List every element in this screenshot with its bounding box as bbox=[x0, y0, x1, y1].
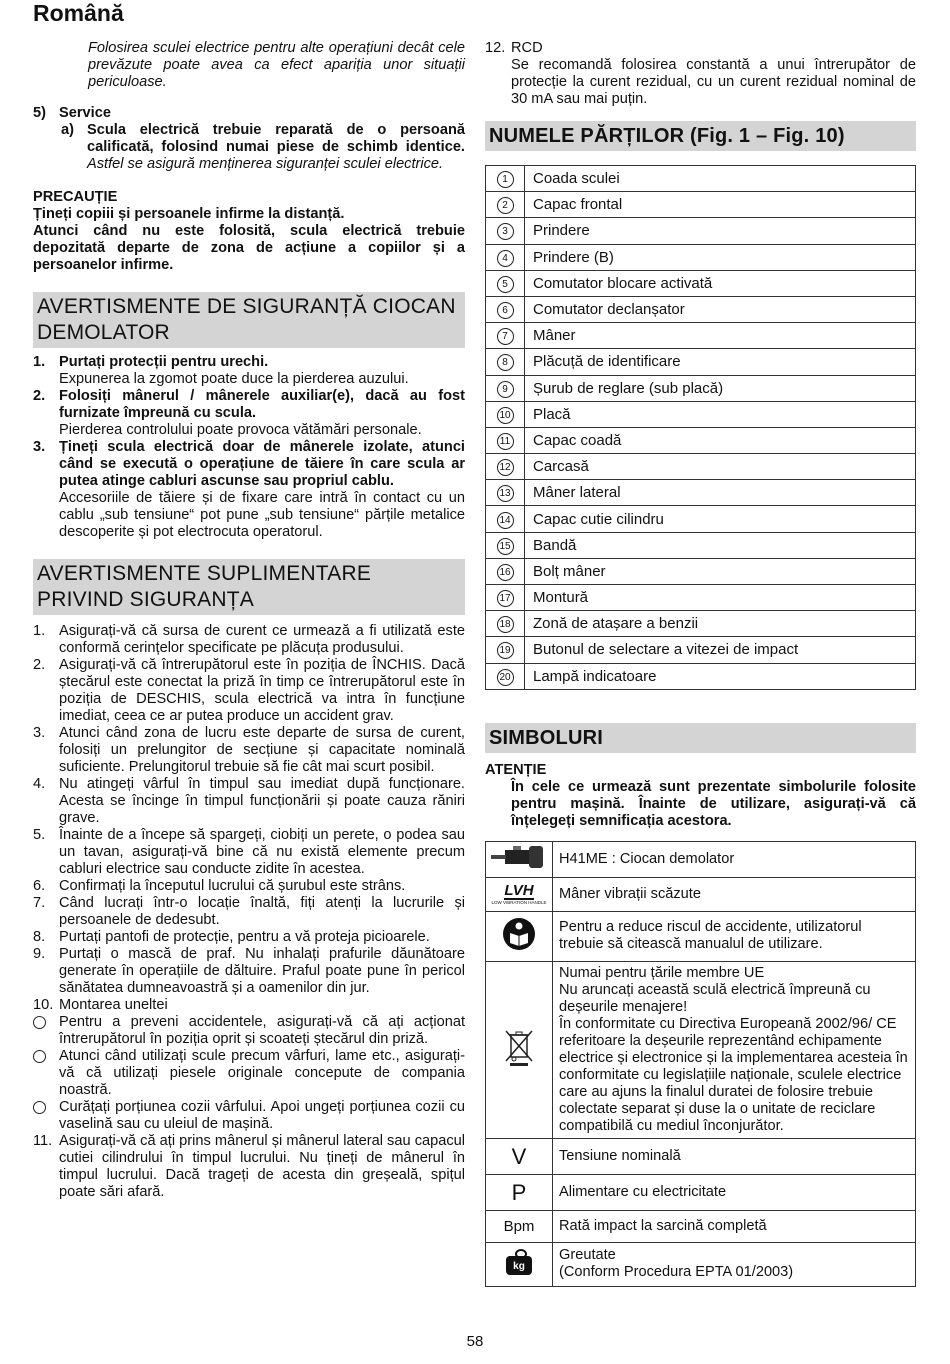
section1-item-text: Expunerea la zgomot poate duce la pierderea auzului. bbox=[59, 371, 409, 387]
parts-row bbox=[486, 558, 916, 584]
part-label: Capac cutie cilindru bbox=[525, 506, 916, 532]
service-a-bold: Scula electrică trebuie reparată de o persoană calificată, folosind numai piese de schimb identice. bbox=[87, 122, 465, 155]
item11-text: Asigurați-vă că ați prins mânerul și mânerul lateral sau capacul cutiei cilindrului în timpul lucrului. Nu țineți de mânerul în timpul lucrului. Dacă trageți de acesta din greșeală, spițul poate sări afară. bbox=[59, 1133, 465, 1200]
service-a-number: a) bbox=[61, 122, 74, 138]
section2-item-number: 9. bbox=[33, 946, 46, 962]
rcd-heading bbox=[485, 40, 916, 57]
bullet-item bbox=[33, 1099, 465, 1133]
parts-row bbox=[486, 270, 916, 296]
part-number: 12 bbox=[497, 459, 514, 476]
section2-item-text: Înainte de a începe să spargeți, ciobiți un perete, o podea sau un tavan, asigurați-vă bine că nu există elemente precum cabluri electrice sau conducte zidite în acestea. bbox=[59, 827, 465, 877]
section2-item bbox=[33, 776, 465, 827]
atentie-title: ATENȚIE bbox=[485, 761, 547, 778]
section2-item-text: Purtați pantofi de protecție, pentru a vă proteja picioarele. bbox=[59, 929, 430, 945]
weight-line1: Greutate bbox=[559, 1247, 616, 1264]
section1-item bbox=[33, 354, 465, 388]
bullet-list bbox=[33, 1014, 465, 1133]
bullet-text: Atunci când utilizați scule precum vârfuri, lame etc., asigurați-vă că utilizați piesele originale concepute de compania noastră. bbox=[59, 1048, 465, 1098]
bpm-symbol: Bpm bbox=[486, 1210, 553, 1242]
section2-item bbox=[33, 895, 465, 929]
atentie-text: În cele ce urmează sunt prezentate simbolurile folosite pentru mașină. Înainte de utilizare, asigurați-vă că înțelegeți semnificația acestora. bbox=[511, 778, 916, 829]
symbol-row-lvh bbox=[486, 877, 916, 911]
part-number: 19 bbox=[497, 642, 514, 659]
parts-row bbox=[486, 349, 916, 375]
part-number: 1 bbox=[497, 171, 514, 188]
symbol-power-text: Alimentare cu electricitate bbox=[553, 1174, 916, 1210]
symbol-row-manual bbox=[486, 911, 916, 961]
part-number: 20 bbox=[497, 669, 514, 686]
parts-row bbox=[486, 585, 916, 611]
part-label: Bolț mâner bbox=[525, 558, 916, 584]
symbol-bpm-text: Rată impact la sarcină completă bbox=[553, 1210, 916, 1242]
symbol-weee-text bbox=[553, 961, 916, 1138]
part-label: Carcasă bbox=[525, 454, 916, 480]
section1-item-text: Pierderea controlului poate provoca vătămări personale. bbox=[59, 422, 422, 438]
part-label: Coada sculei bbox=[525, 166, 916, 192]
parts-row bbox=[486, 454, 916, 480]
symbol-row-hammer bbox=[486, 841, 916, 877]
parts-row bbox=[486, 611, 916, 637]
symbol-row-voltage bbox=[486, 1138, 916, 1174]
part-label: Placă bbox=[525, 401, 916, 427]
section2-item-number: 3. bbox=[33, 725, 46, 741]
section1-item-number: 3. bbox=[33, 439, 46, 455]
section2-item-number: 5. bbox=[33, 827, 46, 843]
section2-title: AVERTISMENTE SUPLIMENTARE PRIVIND SIGURANȚA bbox=[33, 559, 465, 615]
section1-item bbox=[33, 439, 465, 541]
parts-row bbox=[486, 166, 916, 192]
section2-item-number: 6. bbox=[33, 878, 46, 894]
symbol-weight-text bbox=[553, 1242, 916, 1286]
part-number: 9 bbox=[497, 381, 514, 398]
part-label: Comutator blocare activată bbox=[525, 270, 916, 296]
section2-item-text: Confirmați la începutul lucrului că șurubul este strâns. bbox=[59, 878, 406, 894]
power-symbol: P bbox=[486, 1174, 553, 1210]
section1-item-text: Accesoriile de tăiere și de fixare care intră în contact cu un cablu „sub tensiune“ pot pune „sub tensiune“ părțile metalice descoperite și pot electrocuta operatorul. bbox=[59, 490, 465, 540]
part-number: 18 bbox=[497, 616, 514, 633]
precautie-line2: Atunci când nu este folosită, scula electrică trebuie depozitată departe de zona de acțiune a copiilor și a persoanelor infirme. bbox=[33, 223, 465, 273]
service-number: 5) bbox=[33, 105, 46, 121]
bullet-text: Pentru a preveni accidentele, asigurați-vă că ați acționat întrerupătorul în poziția oprit și scoateți ștecărul din priză. bbox=[59, 1014, 465, 1047]
section2-item-number: 7. bbox=[33, 895, 46, 911]
part-label: Mâner lateral bbox=[525, 480, 916, 506]
part-number: 7 bbox=[497, 328, 514, 345]
parts-row bbox=[486, 296, 916, 322]
part-label: Lampă indicatoare bbox=[525, 663, 916, 689]
bullet-item bbox=[33, 1014, 465, 1048]
section2-item bbox=[33, 997, 465, 1014]
part-number: 11 bbox=[497, 433, 514, 450]
weee-line1: Numai pentru țările membre UE bbox=[559, 964, 765, 981]
part-label: Prindere (B) bbox=[525, 244, 916, 270]
part-number: 17 bbox=[497, 590, 514, 607]
rcd-number: 12. bbox=[485, 40, 506, 56]
symbol-row-power bbox=[486, 1174, 916, 1210]
part-number: 4 bbox=[497, 250, 514, 267]
section2-item-11 bbox=[33, 1133, 465, 1201]
precautie-line1: Țineți copiii și persoanele infirme la distanță. bbox=[33, 206, 345, 222]
part-number: 5 bbox=[497, 276, 514, 293]
voltage-symbol: V bbox=[486, 1138, 553, 1174]
parts-row bbox=[486, 506, 916, 532]
weee-line3: În conformitate cu Directiva Europeană 2002/96/ CE referitoare la deșeurile reprezentând echipamente electrice și electronice și la implementarea acesteia în conformitate cu legislațiile naționale, sculele electrice care au ajuns la finalul duratei de folosire trebuie colectate separat și duse la o unitate de reciclare compatibilă cu mediul înconjurător. bbox=[559, 1015, 908, 1134]
part-label: Montură bbox=[525, 585, 916, 611]
symbol-row-bpm bbox=[486, 1210, 916, 1242]
section1-item bbox=[33, 388, 465, 439]
section1-item-bold: Purtați protecții pentru urechi. bbox=[59, 354, 269, 370]
part-label: Zonă de atașare a benzii bbox=[525, 611, 916, 637]
section2-list bbox=[33, 623, 465, 1014]
parts-row bbox=[486, 637, 916, 663]
bullet-text: Curățați porțiunea cozii vârfului. Apoi ungeți porțiunea cozii cu vaselină sau cu uleiul de mașină. bbox=[59, 1099, 465, 1132]
symbol-voltage-text: Tensiune nominală bbox=[553, 1138, 916, 1174]
left-column bbox=[33, 40, 465, 1201]
parts-title: NUMELE PĂRȚILOR (Fig. 1 – Fig. 10) bbox=[485, 121, 916, 151]
part-number: 6 bbox=[497, 302, 514, 319]
part-label: Prindere bbox=[525, 218, 916, 244]
section2-item-text: Purtați o mască de praf. Nu inhalați prafurile dăunătoare generate în operațiile de dăltuire. Praful poate pune în pericol sănătatea dumneavoastră și a oamenilor din jur. bbox=[59, 946, 465, 996]
parts-row bbox=[486, 218, 916, 244]
parts-table bbox=[485, 165, 916, 690]
part-number: 14 bbox=[497, 512, 514, 529]
part-label: Capac coadă bbox=[525, 427, 916, 453]
weee-line2: Nu aruncați această sculă electrică împreună cu deșeurile menajere! bbox=[559, 981, 871, 1015]
symbol-row-weee bbox=[486, 961, 916, 1138]
weee-bin-icon bbox=[486, 961, 553, 1138]
lvh-logo-icon: LVH LOW VIBRATION HANDLE bbox=[486, 877, 553, 911]
right-column bbox=[485, 40, 916, 1287]
section2-item bbox=[33, 725, 465, 776]
section2-item-number: 4. bbox=[33, 776, 46, 792]
section2-item bbox=[33, 623, 465, 657]
symbol-manual-text: Pentru a reduce riscul de accidente, utilizatorul trebuie să citească manualul de utilizare. bbox=[553, 911, 916, 961]
item11-number: 11. bbox=[33, 1133, 53, 1149]
weight-line2: (Conform Procedura EPTA 01/2003) bbox=[559, 1264, 794, 1281]
page-number: 58 bbox=[466, 1333, 484, 1350]
parts-row bbox=[486, 244, 916, 270]
section2-item-text: Montarea uneltei bbox=[59, 997, 168, 1013]
parts-row bbox=[486, 375, 916, 401]
section2-item-number: 2. bbox=[33, 657, 46, 673]
parts-row bbox=[486, 480, 916, 506]
page-language-header: Română bbox=[33, 0, 124, 26]
symbol-row-weight bbox=[486, 1242, 916, 1286]
section2-item-number: 10. bbox=[33, 997, 54, 1013]
weight-kg-icon: kg bbox=[486, 1242, 553, 1286]
section2-item bbox=[33, 827, 465, 878]
part-label: Butonul de selectare a vitezei de impact bbox=[525, 637, 916, 663]
precautie-title: PRECAUȚIE bbox=[33, 189, 118, 205]
section1-item-bold: Țineți scula electrică doar de mânerele izolate, atunci când se execută o operațiune de tăiere în care scula ar putea atinge cabluri ascunse sau propriul cablu. bbox=[59, 439, 465, 489]
part-label: Șurub de reglare (sub placă) bbox=[525, 375, 916, 401]
intro-text: Folosirea sculei electrice pentru alte operațiuni decât cele prevăzute poate avea ca efect apariția unor situații periculoase. bbox=[88, 40, 465, 90]
section2-item-number: 1. bbox=[33, 623, 46, 639]
symbols-title: SIMBOLURI bbox=[485, 723, 916, 753]
section1-title: AVERTISMENTE DE SIGURANȚĂ CIOCAN DEMOLATOR bbox=[33, 292, 465, 348]
rcd-text: Se recomandă folosirea constantă a unui întrerupător de protecție la curent rezidual, cu un curent rezidual nominal de 30 mA sau mai puțin. bbox=[511, 57, 916, 107]
part-number: 3 bbox=[497, 223, 514, 240]
parts-row bbox=[486, 427, 916, 453]
section1-item-bold: Folosiți mânerul / mânerele auxiliar(e), dacă au fost furnizate împreună cu scula. bbox=[59, 388, 465, 421]
bullet-item bbox=[33, 1048, 465, 1099]
section2-item bbox=[33, 878, 465, 895]
read-manual-icon bbox=[486, 911, 553, 961]
section2-item-text: Când lucrați într-o locație înaltă, fiți atenți la lucrurile și persoanele de dedesubt. bbox=[59, 895, 465, 928]
section2-item bbox=[33, 946, 465, 997]
section2-item-text: Atunci când zona de lucru este departe de sursa de curent, folosiți un prelungitor de secțiune și capacitate nominală suficiente. Prelungitorul trebuie să fie cât mai scurt posibil. bbox=[59, 725, 465, 775]
bullet-circle-icon bbox=[33, 1016, 46, 1029]
part-number: 15 bbox=[497, 538, 514, 555]
symbol-hammer-text: H41ME : Ciocan demolator bbox=[553, 841, 916, 877]
section2-item bbox=[33, 929, 465, 946]
section1-list bbox=[33, 354, 465, 541]
section1-item-number: 1. bbox=[33, 354, 46, 370]
part-number: 13 bbox=[497, 485, 514, 502]
parts-row bbox=[486, 532, 916, 558]
hammer-icon bbox=[486, 841, 553, 877]
service-title: Service bbox=[59, 105, 111, 121]
part-number: 8 bbox=[497, 354, 514, 371]
service-heading bbox=[33, 105, 465, 122]
part-label: Bandă bbox=[525, 532, 916, 558]
symbol-lvh-text: Mâner vibrații scăzute bbox=[553, 877, 916, 911]
section2-item-text: Asigurați-vă că sursa de curent ce urmează a fi utilizată este conformă cerințelor specificate pe plăcuța produsului. bbox=[59, 623, 465, 656]
part-label: Capac frontal bbox=[525, 192, 916, 218]
part-number: 16 bbox=[497, 564, 514, 581]
part-label: Plăcuță de identificare bbox=[525, 349, 916, 375]
part-number: 10 bbox=[497, 407, 514, 424]
symbols-table bbox=[485, 841, 916, 1287]
section2-item-text: Asigurați-vă că întrerupătorul este în poziția de ÎNCHIS. Dacă ștecărul este conectat la priză în timp ce întrerupătorul este în poziția de DESCHIS, scula electrică va intra în funcțiune imediat, ceea ce ar putea produce un accident grav. bbox=[59, 657, 465, 724]
section1-item-number: 2. bbox=[33, 388, 46, 404]
bullet-circle-icon bbox=[33, 1050, 46, 1063]
parts-row bbox=[486, 663, 916, 689]
parts-row bbox=[486, 192, 916, 218]
bullet-circle-icon bbox=[33, 1101, 46, 1114]
part-label: Comutator declanșator bbox=[525, 296, 916, 322]
section2-item-text: Nu atingeți vârful în timpul sau imediat după funcționare. Acesta se încinge în timpul funcționării și poate cauza răniri grave. bbox=[59, 776, 465, 826]
service-item-a bbox=[61, 122, 465, 173]
section2-item-number: 8. bbox=[33, 929, 46, 945]
part-label: Mâner bbox=[525, 323, 916, 349]
service-a-italic: Astfel se asigură menținerea siguranței sculei electrice. bbox=[87, 156, 444, 172]
parts-row bbox=[486, 401, 916, 427]
rcd-title: RCD bbox=[511, 40, 543, 56]
part-number: 2 bbox=[497, 197, 514, 214]
parts-row bbox=[486, 323, 916, 349]
section2-item bbox=[33, 657, 465, 725]
